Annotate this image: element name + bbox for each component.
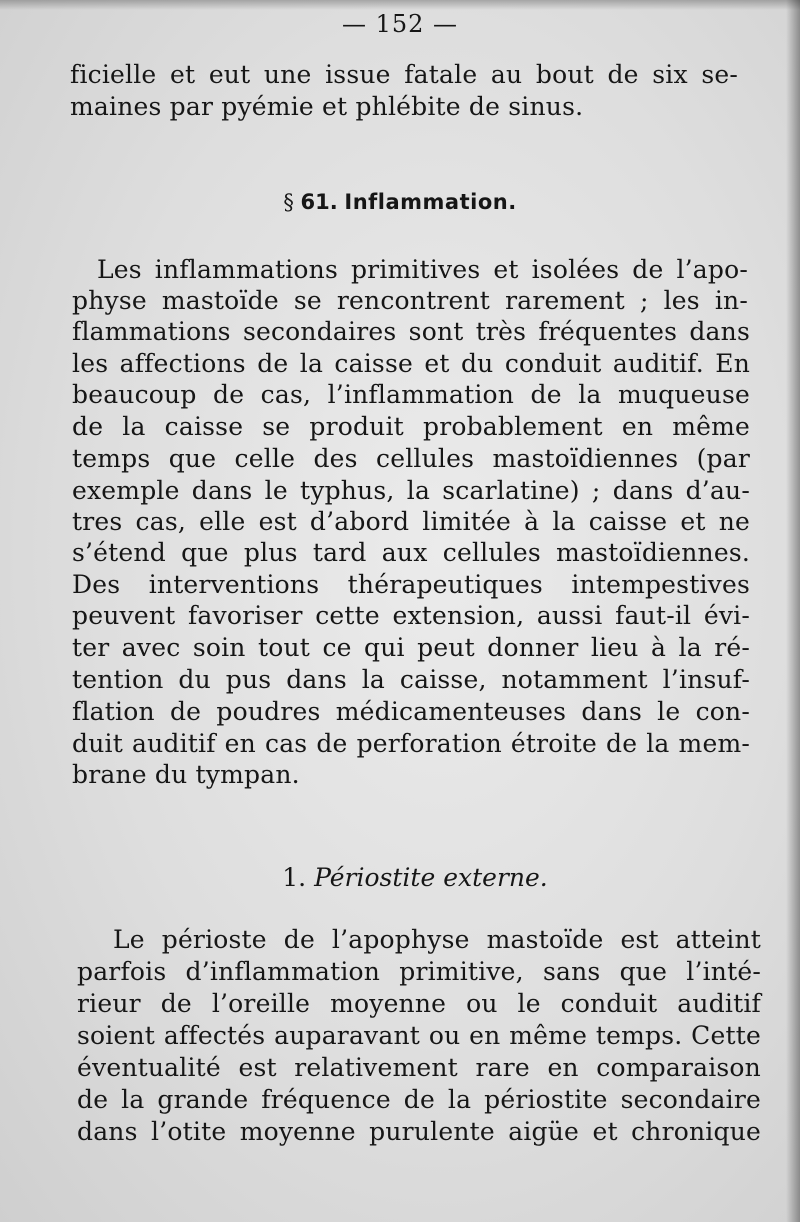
text-line: s’étend que plus tard aux cellules mastoïdiennes. (72, 538, 750, 567)
text-line: de la grande fréquence de la périostite secondaire (77, 1085, 761, 1114)
text-line: rieur de l’oreille moyenne ou le conduit auditif (77, 989, 761, 1018)
text-line: Le périoste de l’apophyse mastoïde est atteint (113, 925, 761, 954)
text-line: Les inflammations primitives et isolées de l’apo- (97, 255, 748, 284)
text-line: Des interventions thérapeutiques intempestives (72, 570, 750, 599)
section-number: 61. (300, 190, 338, 214)
subsection-heading (0, 863, 800, 892)
page-top-shadow (0, 0, 800, 10)
text-line: les affections de la caisse et du conduit auditif. En (72, 349, 750, 378)
text-line: exemple dans le typhus, la scarlatine) ; dans d’au- (72, 476, 750, 505)
subsection-title: Périostite externe. (314, 863, 548, 892)
text-line: tention du pus dans la caisse, notamment l’insuf- (72, 665, 750, 694)
text-line: ficielle et eut une issue fatale au bout de six se- (70, 60, 738, 89)
section-title: Inflammation. (344, 190, 517, 214)
text-line: de la caisse se produit probablement en même (72, 412, 750, 441)
page-edge-shadow (786, 0, 800, 1222)
section-sign: § (283, 190, 294, 214)
text-line: ter avec soin tout ce qui peut donner lieu à la ré- (72, 633, 750, 662)
text-line: flammations secondaires sont très fréquentes dans (72, 317, 750, 346)
text-line: beaucoup de cas, l’inflammation de la muqueuse (72, 380, 750, 409)
text-line: duit auditif en cas de perforation étroite de la mem- (72, 729, 750, 758)
section-heading (0, 190, 800, 214)
text-line: temps que celle des cellules mastoïdiennes (par (72, 444, 750, 473)
text-line: peuvent favoriser cette extension, aussi faut-il évi- (72, 601, 750, 630)
text-line: soient affectés auparavant ou en même temps. Cette (77, 1021, 761, 1050)
text-line: dans l’otite moyenne purulente aigüe et chronique (77, 1117, 761, 1146)
text-line: maines par pyémie et phlébite de sinus. (70, 92, 584, 121)
text-line: flation de poudres médicamenteuses dans le con- (72, 697, 750, 726)
text-line: physe mastoïde se rencontrent rarement ; les in- (72, 286, 748, 315)
text-line: brane du tympan. (72, 760, 300, 789)
text-line: tres cas, elle est d’abord limitée à la caisse et ne (72, 507, 750, 536)
page-number: — 152 — (341, 10, 459, 38)
subsection-number: 1. (282, 863, 307, 892)
text-line: parfois d’inflammation primitive, sans que l’inté- (77, 957, 761, 986)
text-line: éventualité est relativement rare en comparaison (77, 1053, 761, 1082)
